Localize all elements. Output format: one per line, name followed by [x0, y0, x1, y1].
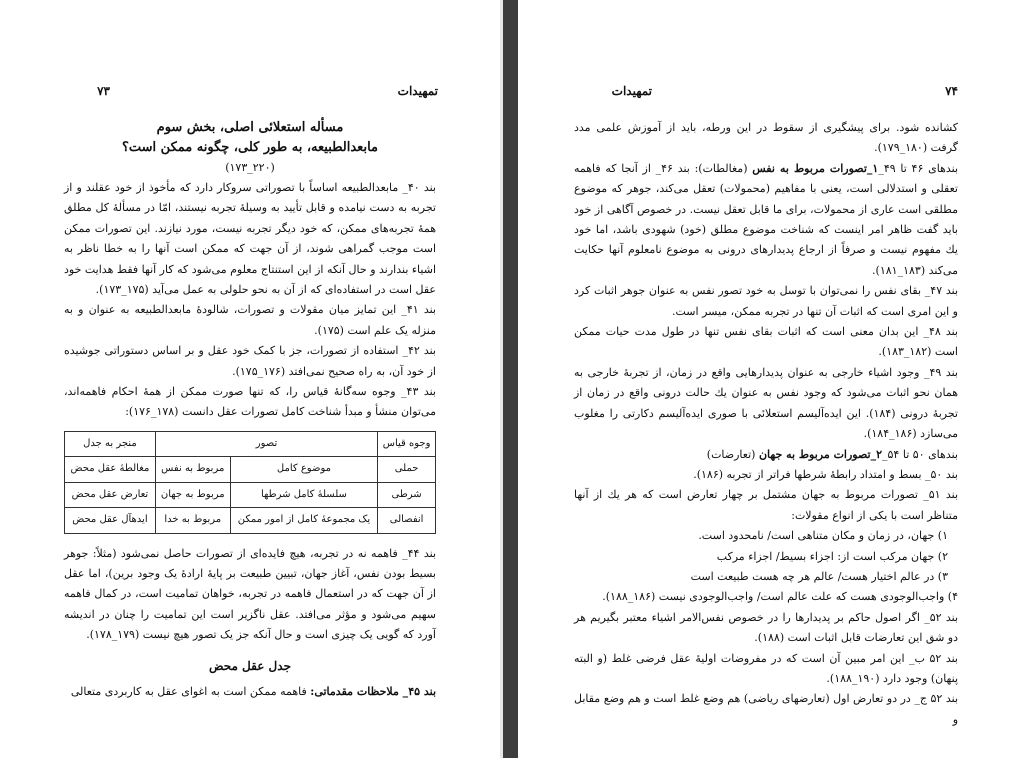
- table-row: [65, 457, 436, 482]
- section-title-range: (۲۲۰_۱۷۳): [225, 161, 275, 174]
- table-cell: مربوط به جهان: [155, 482, 230, 507]
- paragraph-45-label: بند ۴۵_ ملاحظات مقدماتی:: [310, 684, 436, 698]
- paragraph-41: بند ۴۱_ این تمایز میان مقولات و تصورات، شالودهٔ مابعدالطبیعه به عنوان و به منزله یک علم است (۱۷۵).: [64, 303, 436, 337]
- paragraph-50-54: [574, 445, 958, 465]
- section-title-line1: مسأله استعلائی اصلی، بخش سوم: [156, 120, 344, 135]
- paragraph-prefix: بندهای ۴۶ تا ۴۹_: [878, 161, 959, 175]
- paragraph-continued: کشانده شود. برای پیشگیری از سقوط در این ورطه، باید از آموزش علمی مدد گرفت (۱۸۰_۱۷۹).: [574, 121, 958, 155]
- list-item: ۲) جهان مرکب است از: اجزاء بسیط/ اجزاء مرکب: [716, 549, 948, 563]
- table-cell: مغالطهٔ عقل محض: [65, 457, 156, 482]
- table-cell: مربوط به نفس: [155, 457, 230, 482]
- left-text-column: [64, 118, 436, 702]
- paragraph-49: بند ۴۹_ وجود اشیاء خارجی به عنوان پدیدارهایی واقع در زمان، از تجربهٔ خارجی به همان نحو اثبات می‌شود که وجود نفس به عنوان یك حالت درونی واقع در زمان از تجربهٔ درونی (۱۸۴). این ایده‌آلیسم استعلائی با صوری ایده‌آلیسم دکارتی را مغلوب می‌سازد (۱۸۶_۱۸۴).: [574, 365, 958, 441]
- list-item: ۳) در عالم اختیار هست/ عالم هر چه هست طبیعت است: [690, 569, 948, 583]
- paragraph-44: بند ۴۴_ فاهمه نه در تجربه، هیچ فایده‌ای از تصورات حاصل نمی‌شود (مثلاً: جوهر بسیط بودن نفس، آغاز جهان، تبیین طبیعت بر پایهٔ ارادهٔ یک وجود برین)، اما عقل از آن جهت که در استعمال فاهمه در تجربه، خواهان تمامیت است، در کمال فاهمه سهیم می‌شود و مؤثر می‌افتد. عقل ناگزیر است این تمامیت را چنان در اندیشه آورد که گویی یک چیزی است و حال آنکه جز یک تصور هیچ نیست (۱۷۹_۱۷۸).: [64, 546, 437, 642]
- paragraph-45-text: فاهمه ممکن است به اغوای عقل به کاربردی متعالی: [70, 684, 307, 698]
- paragraph-52b: بند ۵۲ ب_ این امر مبین آن است که در مفروضات اولیهٔ عقل فرضی غلط (و البته پنهان) وجود دارد (۱۹۰_۱۸۸).: [574, 651, 958, 685]
- table-cell: انفصالی: [378, 508, 436, 533]
- paragraph-48: بند ۴۸_ این بدان معنی است که اثبات بقای نفس تنها در طول مدت حیات ممکن است (۱۸۲_۱۸۳).: [574, 325, 958, 359]
- syllogism-table: [64, 431, 436, 534]
- table-header-row: [65, 431, 436, 456]
- paragraph-47: بند ۴۷_ بقای نفس را نمی‌توان با توسل به خود تصور نفس به عنوان جوهر اثبات کرد و این امری است که اثبات آن تنها در تجربه ممکن، میسر است.: [574, 284, 959, 318]
- paragraph-52c: بند ۵۲ ج_ در دو تعارض اول (تعارضهای ریاضی) هم وضع غلط است و هم وضع مقابل و: [574, 692, 959, 726]
- paragraph-prefix: بندهای ۵۰ تا ۵۴_: [882, 447, 958, 461]
- list-item: ۱) جهان، در زمان و مکان متناهی است/ نامحدود است.: [698, 529, 948, 543]
- paragraph-52: بند ۵۲_ اگر اصول حاکم بر پدیدارها را در خصوص نفس‌الامر اشیاء معتبر بگیریم هر دو شق این تعارضات قابل اثبات است (۱۸۸).: [574, 610, 959, 645]
- table-header: تصور: [155, 431, 377, 456]
- soul-ideas-heading: ۱_تصورات مربوط به نفس: [752, 161, 879, 175]
- right-text-column: [574, 118, 958, 730]
- table-cell: تعارض عقل محض: [65, 482, 156, 507]
- right-page: [518, 0, 1024, 758]
- page-number: ۷۳: [97, 84, 110, 98]
- paragraph-42: بند ۴۲_ استفاده از تصورات، جز با کمک خود عقل و بر اساس دستوراتی جوشیده از خود آن، به راه صحیح نمی‌افتد (۱۷۶_۱۷۵).: [64, 344, 436, 378]
- page-edge: [500, 0, 503, 758]
- table-cell: مربوط به خدا: [155, 508, 230, 533]
- table-cell: ایدهآل عقل محض: [65, 508, 156, 533]
- list-item: ۴) واجب‌الوجودی هست که علت عالم است/ واجب‌الوجودی نیست (۱۸۶_۱۸۸).: [602, 590, 958, 604]
- paragraph-46-49: [574, 159, 958, 281]
- table-cell: یک مجموعهٔ کامل از امور ممکن: [230, 508, 378, 533]
- section-title-line2: مابعدالطبیعه، به طور کلی، چگونه ممکن است؟: [121, 140, 378, 155]
- table-cell: موضوع کامل: [230, 457, 378, 482]
- left-page: [0, 0, 502, 758]
- running-head: تمهیدات: [397, 84, 438, 98]
- table-header: منجر به جدل: [65, 431, 156, 456]
- paragraph-50: بند ۵۰_ بسط و امتداد رابطهٔ شرطها فراتر از تجربه (۱۸۶).: [693, 467, 958, 481]
- running-head: تمهیدات: [611, 84, 652, 98]
- paragraph-text: (تعارضات): [706, 447, 756, 461]
- table-cell: حملی: [378, 457, 436, 482]
- paragraph-43: بند ۴۳_ وجوه سه‌گانهٔ قیاس را، که تنها صورت ممکن از همهٔ احکام فاهمه‌اند، می‌توان منشأ و مبدأ شناخت کامل تصورات عقل دانست (۱۷۸_۱۷۶):: [64, 385, 436, 419]
- page-number: ۷۴: [945, 84, 958, 98]
- subheading: جدل عقل محض: [209, 658, 291, 673]
- paragraph-text: (مغالطات): بند ۴۶_ از آنجا که فاهمه تعقلی و استدلالی است، یعنی با مفاهیم (محمولات) تعقل می‌کند، جوهر که موضوع مطلقی است عاری از محمولات، برای ما قابل تعقل نیست. در خصوص آگاهی از خود باید گفت ظاهر امر اینست که شناخت موضوع مطلق (خود) شهودی باشد، اما خود یك مفهوم نیست و صرفاً از ارجاع پدیدارهای درونی به موضوع نامعلوم آنها حکایت می‌کند (۱۸۳_۱۸۱).: [574, 161, 958, 277]
- table-row: [65, 482, 436, 507]
- world-ideas-heading: ۲_تصورات مربوط به جهان: [758, 447, 883, 461]
- table-row: [65, 508, 436, 533]
- paragraph-51: بند ۵۱_ تصورات مربوط به جهان مشتمل بر چهار تعارض است که هر یك از آنها متناظر است با یکی از انواع مقولات:: [574, 488, 959, 522]
- table-cell: سلسلهٔ کامل شرطها: [230, 482, 378, 507]
- table-header: وجوه قیاس: [378, 431, 436, 456]
- table-cell: شرطی: [378, 482, 436, 507]
- paragraph-45: [64, 682, 436, 702]
- paragraph-40: بند ۴۰_ مابعدالطبیعه اساساً با تصوراتی سروکار دارد که مأخوذ از خود عقلند و از تجربه به دست نیامده و قابل تأیید به وسیلهٔ تجربه نیستند، امّا در مسألهٔ کل مطلق همهٔ تجربه‌های ممکن، که خود دیگر تجربه نیست، مورد نیازند. این تصورات ممکن است موجب گمراهی شوند، از آن جهت که ممکن است آنها را به خطا ناظر به اشیاء بندارند و حال آنکه از این استنتاج معلوم می‌شود که کار آنها فقط هدایت خود عقل است در استفاده‌ای که از آن به نحو حلولی به عمل می‌آید (۱۷۵_۱۷۳).: [64, 181, 436, 297]
